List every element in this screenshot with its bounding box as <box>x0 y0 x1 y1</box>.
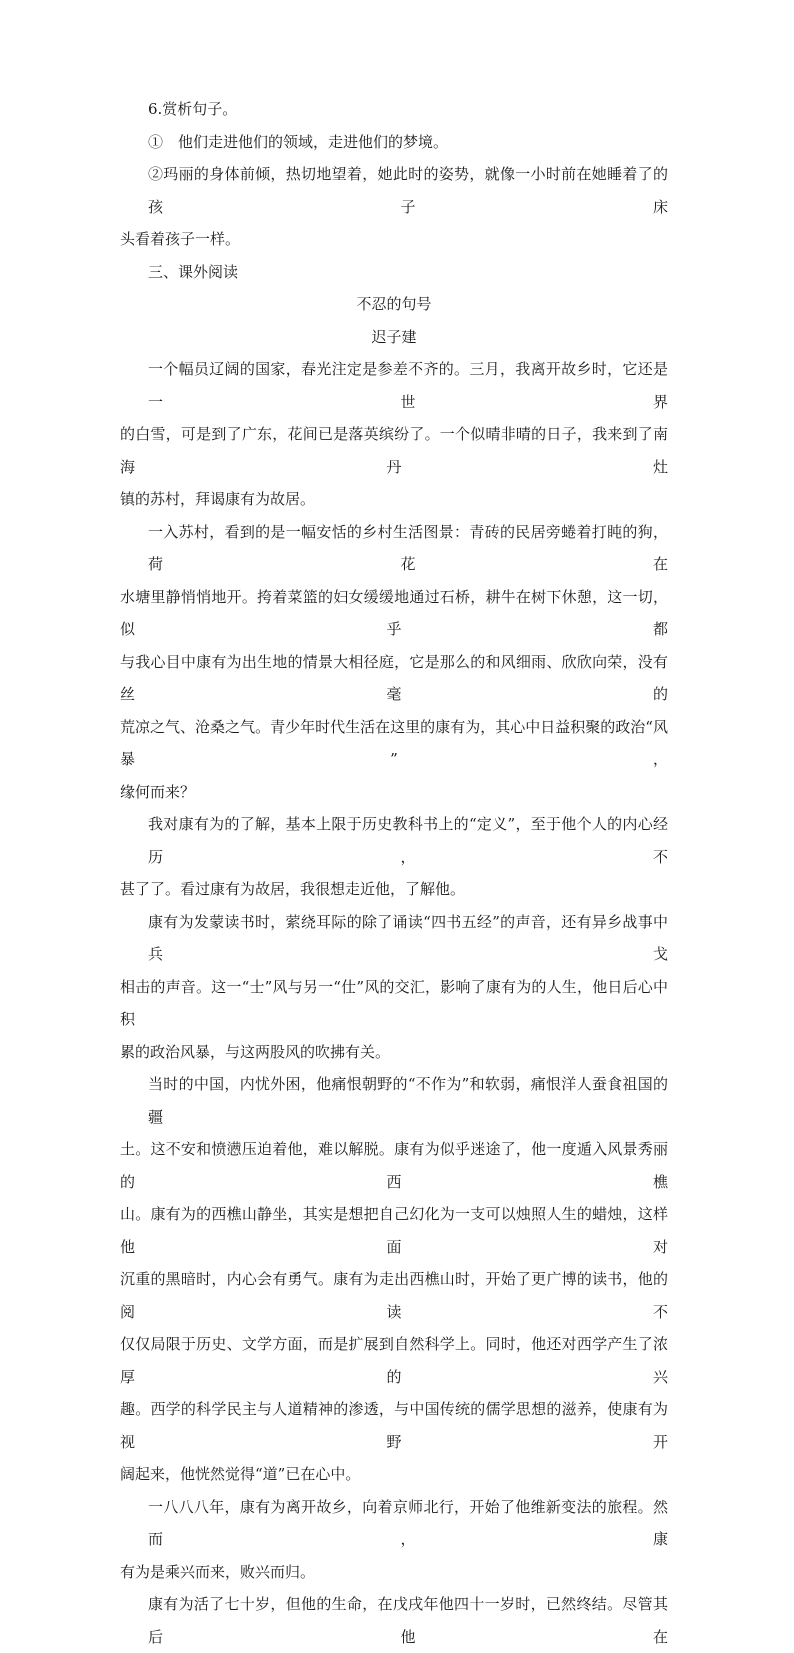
paragraph-line: 有为是乘兴而来，败兴而归。 <box>120 1562 316 1581</box>
paragraph-line: 趣。西学的科学民主与人道精神的渗透，与中国传统的儒学思想的滋养，使康有为视野开 <box>120 1400 668 1451</box>
paragraph-line: 镇的苏村，拜谒康有为故居。 <box>120 490 316 508</box>
paragraph-line: 仅仅局限于历史、文学方面，而是扩展到自然科学上。同时，他还对西学产生了浓厚的兴 <box>120 1335 668 1386</box>
paragraph-line: 甚了了。看过康有为故居，我很想走近他，了解他。 <box>120 880 466 898</box>
article-paragraph-5 <box>120 1068 668 1491</box>
article-paragraph-2 <box>120 516 668 809</box>
question-heading: 6.赏析句子。 <box>148 100 238 118</box>
paragraph-line: 我对康有为的了解，基本上限于历史教科书上的“定义”，至于他个人的内心经历，不 <box>148 815 668 866</box>
sentence-item-2-line-2: 头看着孩子一样。 <box>120 230 241 248</box>
sentence-item-2-line-1: ②玛丽的身体前倾，热切地望着，她此时的姿势，就像一小时前在她睡着了的孩子床 <box>148 165 668 216</box>
paragraph-line: 阔起来，他恍然觉得“道”已在心中。 <box>120 1465 361 1483</box>
paragraph-line: 沉重的黑暗时，内心会有勇气。康有为走出西樵山时，开始了更广博的读书，他的阅读不 <box>120 1270 668 1321</box>
paragraph-line: 与我心目中康有为出生地的情景大相径庭，它是那么的和风细雨、欣欣向荣，没有丝毫的 <box>120 652 668 703</box>
paragraph-line: 康有为发蒙读书时，萦绕耳际的除了诵读“四书五经”的声音，还有异乡战事中兵戈 <box>148 912 668 963</box>
paragraph-line: 一入苏村，看到的是一幅安恬的乡村生活图景：青砖的民居旁蜷着打盹的狗，荷花在 <box>148 522 668 573</box>
paragraph-line: 康有为活了七十岁，但他的生命，在戊戌年他四十一岁时，已然终结。尽管其后他在 <box>148 1595 668 1646</box>
paragraph-line: 水塘里静悄悄地开。挎着菜篮的妇女缓缓地通过石桥，耕牛在树下休憩，这一切，似乎都 <box>120 587 668 638</box>
paragraph-line: 的白雪，可是到了广东，花间已是落英缤纷了。一个似晴非晴的日子，我来到了南海丹灶 <box>120 425 668 476</box>
article-title: 不忍的句号 <box>356 295 432 313</box>
paragraph-line: 土。这不安和愤懑压迫着他，难以解脱。康有为似乎迷途了，他一度遁入风景秀丽的西樵 <box>120 1140 668 1191</box>
section-heading: 三、课外阅读 <box>148 262 239 281</box>
paragraph-line: 缘何而来？ <box>120 782 196 801</box>
paragraph-line: 累的政治风暴，与这两股风的吹拂有关。 <box>120 1042 391 1061</box>
article-paragraph-6 <box>120 1491 668 1589</box>
paragraph-line: 山。康有为的西樵山静坐，其实是想把自己幻化为一支可以烛照人生的蜡烛，这样他面对 <box>120 1205 668 1256</box>
article-paragraph-1 <box>120 353 668 516</box>
article-paragraph-4 <box>120 906 668 1069</box>
sentence-item-1: ① 他们走进他们的领域，走进他们的梦境。 <box>148 132 449 151</box>
paragraph-line: 一八八八年，康有为离开故乡，向着京师北行，开始了他维新变法的旅程。然而，康 <box>148 1497 668 1548</box>
article-paragraph-7 <box>120 1588 668 1653</box>
paragraph-line: 荒凉之气、沧桑之气。青少年时代生活在这里的康有为，其心中日益积聚的政治“风暴”， <box>120 717 668 768</box>
paragraph-line: 一个幅员辽阔的国家，春光注定是参差不齐的。三月，我离开故乡时，它还是一世界 <box>148 360 668 411</box>
paragraph-line: 当时的中国，内忧外困，他痛恨朝野的“不作为”和软弱，痛恨洋人蚕食祖国的疆 <box>148 1075 668 1126</box>
article-paragraph-3 <box>120 808 668 906</box>
paragraph-line: 相击的声音。这一“士”风与另一“仕”风的交汇，影响了康有为的人生，他日后心中积 <box>120 977 668 1028</box>
document-page <box>120 93 668 1653</box>
article-author: 迟子建 <box>371 327 417 346</box>
